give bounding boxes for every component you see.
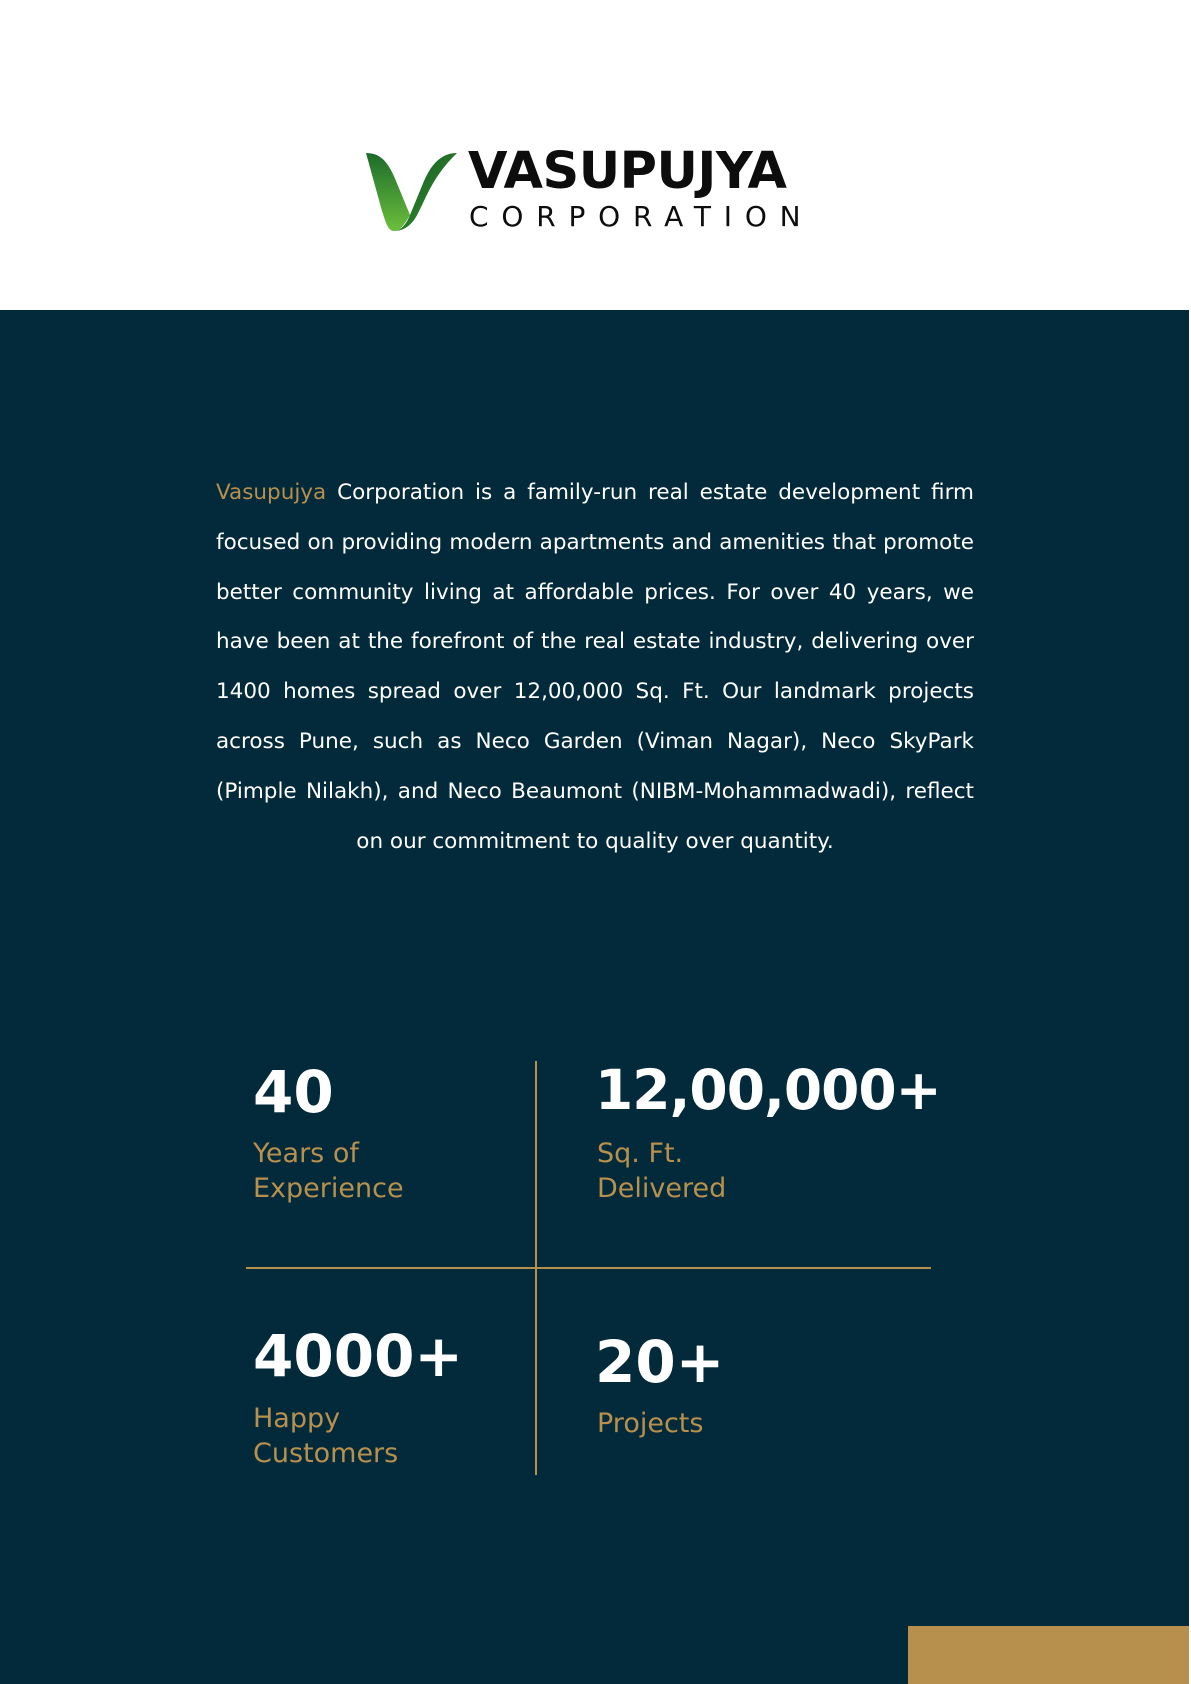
stat-label-line: Delivered <box>597 1173 727 1204</box>
stat-value: 20+ <box>595 1328 725 1396</box>
stat-value: 40 <box>253 1058 334 1126</box>
stat-label <box>253 1136 404 1206</box>
stat-value: 4000+ <box>253 1322 464 1390</box>
about-text: Corporation is a family-run real estate development firm focused on providing modern apartments and amenities that promote better community living at affordable prices. For over 40 years, we have been at the forefront of the real estate industry, delivering over 1400 homes spread over 12,00,000 Sq. Ft. Our landmark projects across Pune, such as Neco Garden (Viman Nagar), Neco SkyPark (Pimple Nilakh), and Neco Beaumont (NIBM-Mohammadwadi), reflect on our commitment to quality over quantity. <box>216 480 974 854</box>
stat-label-line: Years of <box>253 1138 359 1169</box>
company-logo <box>366 142 826 234</box>
stats-horizontal-divider <box>246 1267 931 1269</box>
stat-label <box>597 1136 726 1206</box>
logo-subtitle: CORPORATION <box>469 200 814 233</box>
stat-label <box>253 1401 398 1471</box>
stat-label-line: Customers <box>253 1438 399 1469</box>
stat-label-line: Experience <box>253 1173 404 1204</box>
v-leaf-logo-icon <box>366 151 457 232</box>
stat-label-line: Sq. Ft. <box>597 1138 684 1169</box>
stat-value: 12,00,000+ <box>595 1058 941 1122</box>
stat-label <box>597 1406 703 1441</box>
stat-label-line: Happy <box>253 1403 341 1434</box>
logo-wordmark: VASUPUJYA <box>468 142 787 201</box>
accent-corner-block <box>908 1626 1191 1684</box>
brand-name: Vasupujya <box>216 480 327 505</box>
stat-label-line: Projects <box>597 1408 704 1439</box>
header <box>0 0 1191 310</box>
stats-grid <box>0 310 1191 1684</box>
about-panel <box>0 310 1191 1684</box>
